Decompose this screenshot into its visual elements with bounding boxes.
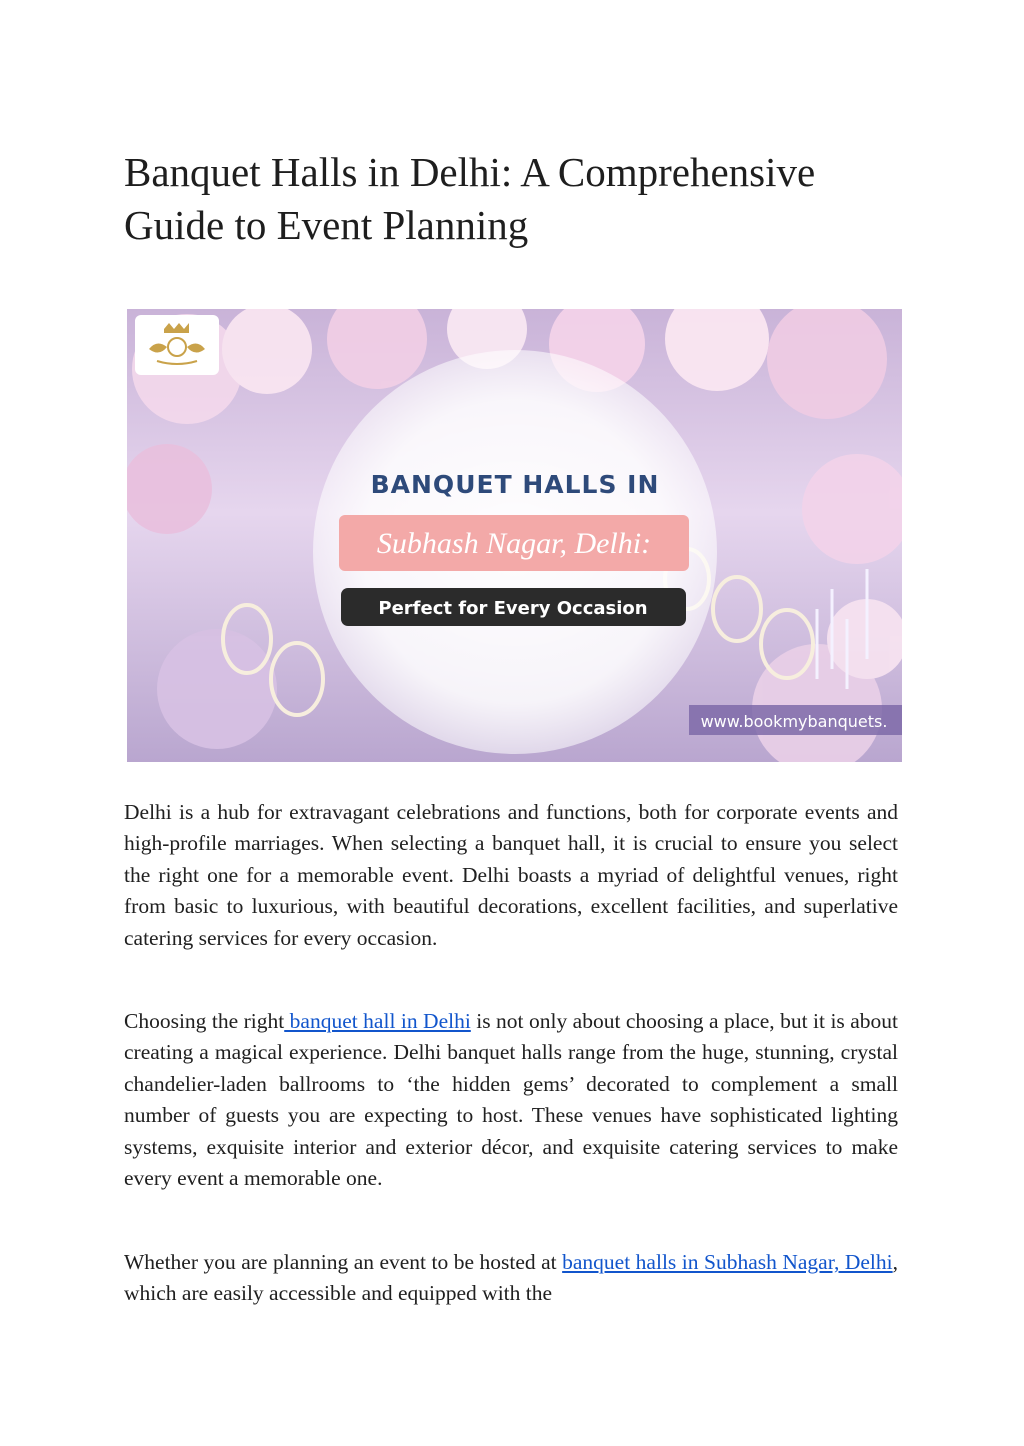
- document-title: Banquet Halls in Delhi: A Comprehensive Guide to Event Planning: [124, 149, 816, 248]
- hero-image: [127, 309, 902, 762]
- hero-heading: BANQUET HALLS IN: [370, 470, 660, 499]
- hero-illustration: [127, 309, 902, 762]
- banquet-hall-delhi-link[interactable]: banquet hall in Delhi: [284, 1009, 471, 1033]
- subhash-nagar-link[interactable]: banquet halls in Subhash Nagar, Delhi: [562, 1250, 893, 1274]
- paragraph-choosing-start: Choosing the right: [124, 1009, 285, 1033]
- paragraph-whether-start: Whether you are planning an event to be hosted at: [124, 1250, 563, 1274]
- paragraph-intro: Delhi is a hub for extravagant celebrations and functions, both for corporate events and high-profile marriages. When selecting a banquet hall, it is crucial to ensure you select the right one for a memorable event. Delhi boasts a myriad of delightful venues, right from basic to luxurious, with beautiful decorations, excellent facilities, and superlative catering services for every occasion.: [124, 800, 898, 950]
- hero-tagline: Perfect for Every Occasion: [378, 598, 648, 619]
- logo-box: [135, 315, 219, 375]
- paragraph-whether: [124, 1247, 898, 1310]
- paragraph-choosing-rest: is not only about choosing a place, but it is about creating a magical experience. Delhi banquet halls range from the huge, stunning, crystal chandelier-laden ballrooms to ‘the hidden gems’ decorated to complement a small number of guests you are expecting to host. These venues have sophisticated lighting systems, exquisite interior and exterior décor, and exquisite catering services to make every event a memorable one.: [124, 1009, 898, 1191]
- hero-subheading: Subhash Nagar, Delhi:: [376, 527, 652, 560]
- website-label: www.bookmybanquets.: [700, 712, 888, 731]
- paragraph-choosing: [124, 1006, 898, 1194]
- paragraph-whether-rest: , which are easily accessible and equipped with the: [124, 1250, 899, 1306]
